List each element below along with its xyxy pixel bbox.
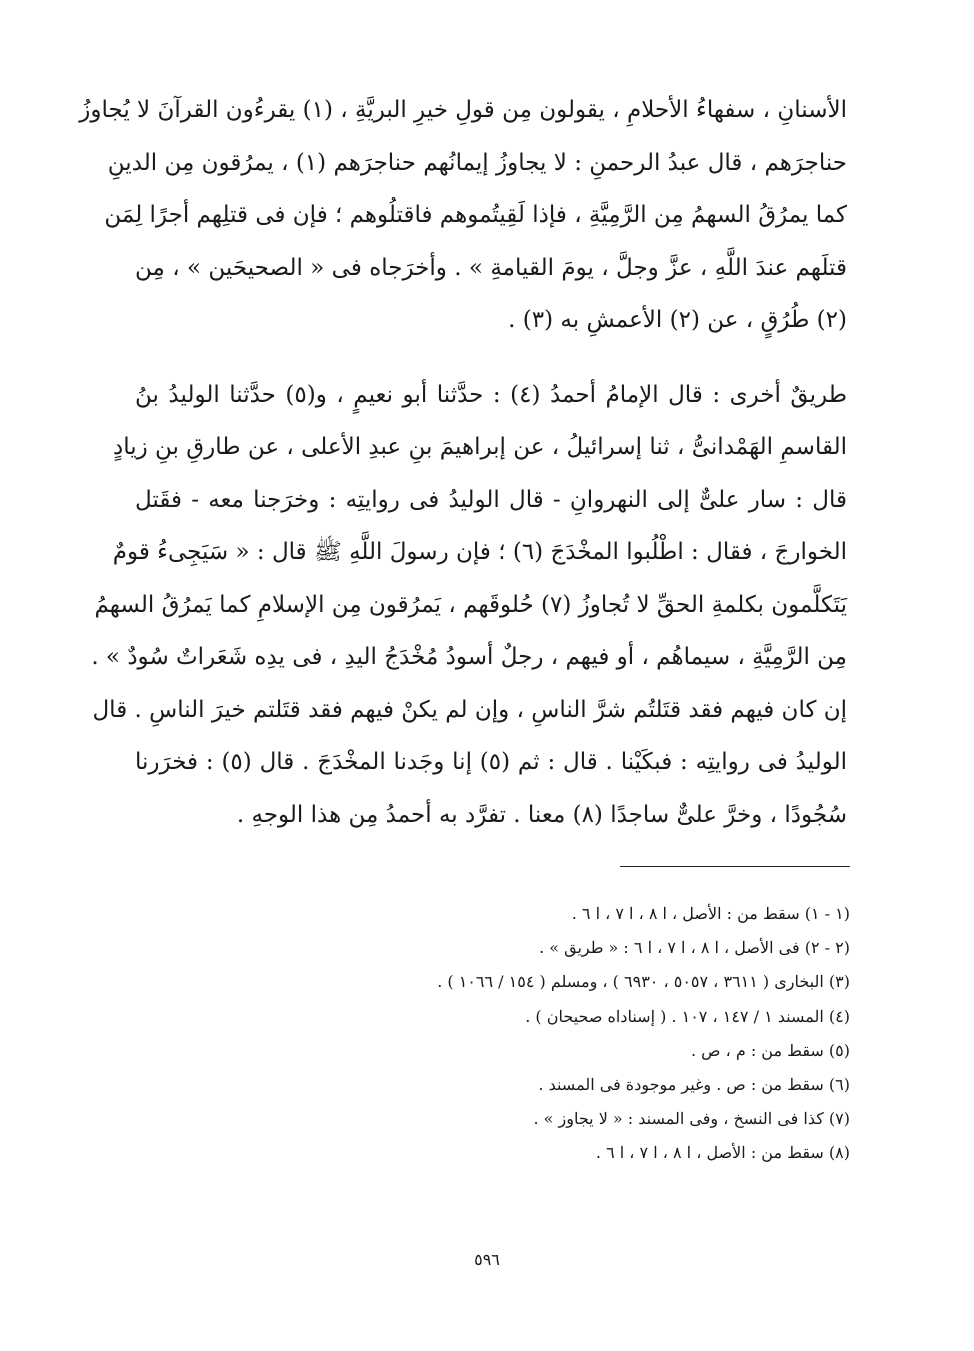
main-text [79,84,847,841]
footnote: (٥) سقط من : م ، ص . [690,1040,850,1060]
text-line: قال : سار علىٌّ إلى النهروانِ - قال الوليدُ فى روايتِه : وخرَجنا معه - فقَتل [135,486,847,513]
text-line: قتلَهم عندَ اللَّهِ ، عزَّ وجلَّ ، يومَ القيامةِ » . وأخرَجاه فى « الصحيحَين » ، مِن [135,254,847,281]
footnote: (٦) سقط من : ص . وغير موجودة فى المسند . [538,1074,850,1094]
text-line: الخوارجَ ، فقال : اطْلُبوا المخْدَجَ (٦) ؛ فإن رسولَ اللَّهِ ﷺ قال : « سَيَجِىءُ قومٌ [112,539,847,565]
text-line: حناجرَهم ، قال عبدُ الرحمنِ : لا يجاوزُ إيمانُهم حناجرَهم (١) ، يمرُقون مِن الدينِ [107,149,847,176]
footnote: (٧) كذا فى النسخ ، وفى المسند : « لا يجاوز » . [533,1109,850,1129]
text-line: (٢) طُرُقٍ ، عن (٢) الأعمشِ به (٣) . [508,307,847,333]
text-line: طريقٌ أخرى : قال الإمامُ أحمدُ (٤) : حدَّثنا أبو نعيمٍ ، و(٥) حدَّثنا الوليدُ بنُ [135,381,847,408]
footnote-separator [620,866,850,867]
footnotes [300,897,850,1171]
text-line: الأسنانِ ، سفهاءُ الأحلامِ ، يقولون مِن قولِ خيرِ البريَّةِ ، (١) يقرءُون القرآنَ لا يُجاوزُ [79,97,847,123]
footnote: (٨) سقط من : الأصل ، ا ٨ ، ا ٧ ، ا ٦ . [595,1143,850,1163]
footnote: (١ - ١) سقط من : الأصل ، ا ٨ ، ا ٧ ، ا ٦ . [571,904,850,923]
text-line: إن كان فيهم فقد قتَلتُم شرَّ الناسِ ، وإن لم يكنْ فيهم فقد قتَلتم خيرَ الناسِ . قال [92,696,847,723]
text-line: مِن الرَّمِيَّةِ ، سيماهُم ، أو فيهم ، رجلٌ أسودُ مُخْدَجُ اليدِ ، فى يدِه شَعَراتٌ سُودٌ » . [91,644,847,670]
text-line: يَتَكلَّمون بكلمةِ الحقِّ لا تُجاوزُ (٧) حُلوقَهم ، يَمرُقون مِن الإسلامِ كما يَمرُقُ السهمُ [94,591,847,618]
text-line: كما يمرُقُ السهمُ مِن الرَّمِيَّةِ ، فإذا لَقِيتُموهم فاقتلُوهم ؛ فإن فى قتلِهم أجرًا لِمَن [104,202,847,228]
paragraph-1 [79,84,847,347]
paragraph-gap [135,347,847,369]
text-line: القاسمِ الهَمْدانىُّ ، ثنا إسرائيلُ ، عن إبراهيمَ بنِ عبدِ الأعلى ، عن طارقِ بنِ زيادٍ [112,434,847,460]
footnote: (٣) البخارى ( ٣٦١١ ، ٥٠٥٧ ، ٦٩٣٠ ) ، ومسلم ( ١٥٤ / ١٠٦٦ ) . [437,972,850,992]
paragraph-2 [91,369,847,842]
page-number: ٥٩٦ [474,1250,500,1269]
footnote: (٢ - ٢) فى الأصل ، ا ٨ ، ا ٧ ، ا ٦ : « طريق » . [539,938,850,958]
text-line: الوليدُ فى روايتِه : فبكَيْنا . قال : ثم (٥) إنا وجَدنا المخْدَجَ . قال (٥) : فخرَرنا [135,749,847,775]
text-line: سُجُودًا ، وخرَّ علىٌّ ساجدًا (٨) معنا . تفرَّد به أحمدُ مِن هذا الوجهِ . [236,801,847,828]
footnote: (٤) المسند ١ / ١٤٧ ، ١٠٧ . ( إسناداه صحيحان ) . [525,1006,850,1026]
